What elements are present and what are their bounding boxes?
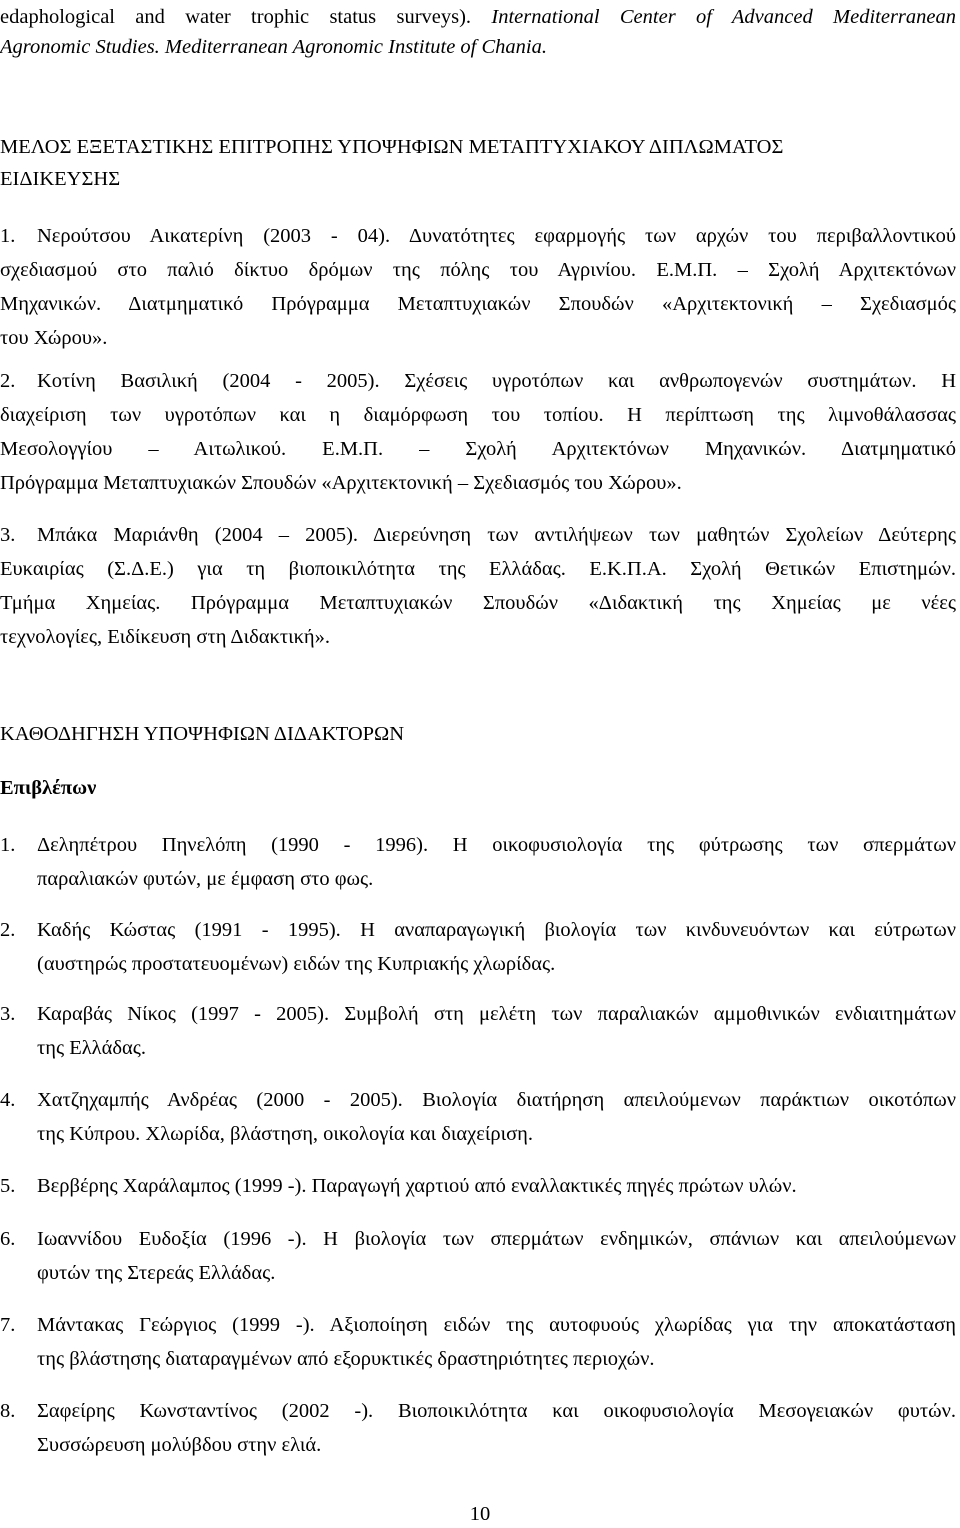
reference-continuation xyxy=(0,0,956,34)
list-item-number: 4. xyxy=(0,1089,16,1111)
list-item-text: σχεδιασμού στο παλιό δίκτυο δρόμων της πόλης του Αγρινίου. Ε.Μ.Π. – Σχολή Αρχιτεκτόνων xyxy=(0,259,956,281)
list-item-text: Νερούτσου Αικατερίνη (2003 - 04). Δυνατότητες εφαρμογής των αρχών του περιβαλλοντικού xyxy=(37,225,956,247)
list-item-text: Μπάκα Μαριάνθη (2004 – 2005). Διερεύνηση των αντιλήψεων των μαθητών Σχολείων Δεύτερης xyxy=(37,524,956,546)
list-item xyxy=(0,518,956,654)
list-item-text: Καραβάς Νίκος (1997 - 2005). Συμβολή στη μελέτη των παραλιακών αμμοθινικών ενδιαιτημάτων xyxy=(37,1003,956,1025)
list-item-text: της Ελλάδας. xyxy=(37,1037,146,1059)
list-item-text: Χατζηχαμπής Ανδρέας (2000 - 2005). Βιολογία διατήρηση απειλούμενων παράκτιων οικοτόπων xyxy=(37,1089,956,1111)
list-item-text: Μάντακας Γεώργιος (1999 -). Αξιοποίηση ειδών της αυτοφυούς χλωρίδας για την αποκατάσταση xyxy=(37,1314,956,1336)
list-item-number: 2. xyxy=(0,919,16,941)
list-item-text: του Χώρου». xyxy=(0,327,108,349)
list-item-text: τεχνολογίες, Ειδίκευση στη Διδακτική». xyxy=(0,626,331,648)
list-item-text: παραλιακών φυτών, με έμφαση στο φως. xyxy=(37,868,374,890)
list-item xyxy=(0,913,956,981)
list-item-text: Πρόγραμμα Μεταπτυχιακών Σπουδών «Αρχιτεκτονική – Σχεδιασμός του Χώρου». xyxy=(0,472,682,494)
list-item-number: 2. xyxy=(0,370,16,392)
list-item-text: φυτών της Στερεάς Ελλάδας. xyxy=(37,1262,276,1284)
list-item-text: Καδής Κώστας (1991 - 1995). Η αναπαραγωγική βιολογία των κινδυνευόντων και εύτρωτων xyxy=(37,919,956,941)
list-item-text: Κοτίνη Βασιλική (2004 - 2005). Σχέσεις υγροτόπων και ανθρωπογενών συστημάτων. Η xyxy=(37,370,956,392)
reference-continuation-line2 xyxy=(0,30,956,64)
list-item-text: Δεληπέτρου Πηνελόπη (1990 - 1996). Η οικοφυσιολογία της φύτρωσης των σπερμάτων xyxy=(37,834,956,856)
section-subheading-supervisor: Επιβλέπων xyxy=(0,777,97,799)
list-item-number: 3. xyxy=(0,524,16,546)
section-heading-phd-supervision: ΚΑΘΟΔΗΓΗΣΗ ΥΠΟΨΗΦΙΩΝ ΔΙΔΑΚΤΟΡΩΝ xyxy=(0,723,405,745)
list-item xyxy=(0,1083,956,1151)
list-item-text: Τμήμα Χημείας. Πρόγραμμα Μεταπτυχιακών Σπουδών «Διδακτική της Χημείας με νέες xyxy=(0,592,956,614)
reference-text: edaphological and water trophic status surveys). xyxy=(0,6,492,28)
list-item-number: 1. xyxy=(0,834,16,856)
list-item-text: Ιωαννίδου Ευδοξία (1996 -). Η βιολογία των σπερμάτων ενδημικών, σπάνιων και απειλούμενων xyxy=(37,1228,956,1250)
list-item xyxy=(0,997,956,1065)
list-item-number: 8. xyxy=(0,1400,16,1422)
list-item-text: της Κύπρου. Χλωρίδα, βλάστηση, οικολογία και διαχείριση. xyxy=(37,1123,533,1145)
list-item-number: 7. xyxy=(0,1314,16,1336)
list-item-number: 6. xyxy=(0,1228,16,1250)
list-item xyxy=(0,828,956,896)
section-heading-exam-committee-line2: ΕΙΔΙΚΕΥΣΗΣ xyxy=(0,168,121,190)
list-item-text: της βλάστησης διαταραγμένων από εξορυκτικές δραστηριότητες περιοχών. xyxy=(37,1348,655,1370)
list-item-text: Βερβέρης Χαράλαμπος (1999 -). Παραγωγή χαρτιού από εναλλακτικές πηγές πρώτων υλών. xyxy=(37,1175,797,1197)
list-item-text: Μηχανικών. Διατμηματικό Πρόγραμμα Μεταπτυχιακών Σπουδών «Αρχιτεκτονική – Σχεδιασμός xyxy=(0,293,956,315)
list-item-text: (αυστηρώς προστατευομένων) ειδών της Κυπριακής χλωρίδας. xyxy=(37,953,556,975)
section-heading-exam-committee: ΜΕΛΟΣ ΕΞΕΤΑΣΤΙΚΗΣ ΕΠΙΤΡΟΠΗΣ ΥΠΟΨΗΦΙΩΝ ΜΕΤΑΠΤΥΧΙΑΚΟΥ ΔΙΠΛΩΜΑΤΟΣ xyxy=(0,136,784,158)
list-item xyxy=(0,1169,956,1203)
page-number: 10 xyxy=(469,1503,491,1525)
reference-italic-text: Agronomic Studies. Mediterranean Agronomic Institute of Chania. xyxy=(0,36,547,58)
list-item-text: διαχείριση των υγροτόπων και η διαμόρφωση του τοπίου. Η περίπτωση της λιμνοθάλασσας xyxy=(0,404,956,426)
reference-italic-text: International Center of Advanced Mediterranean xyxy=(491,6,956,28)
list-item-text: Μεσολογγίου – Αιτωλικού. Ε.Μ.Π. – Σχολή Αρχιτεκτόνων Μηχανικών. Διατμηματικό xyxy=(0,438,956,460)
list-item xyxy=(0,1308,956,1376)
list-item xyxy=(0,1394,956,1462)
list-item xyxy=(0,219,956,355)
list-item-text: Συσσώρευση μολύβδου στην ελιά. xyxy=(37,1434,322,1456)
list-item-text: Σαφείρης Κωνσταντίνος (2002 -). Βιοποικιλότητα και οικοφυσιολογία Μεσογειακών φυτών. xyxy=(37,1400,956,1422)
list-item-number: 1. xyxy=(0,225,16,247)
list-item-number: 5. xyxy=(0,1175,16,1197)
list-item-text: Ευκαιρίας (Σ.Δ.Ε.) για τη βιοποικιλότητα της Ελλάδας. Ε.Κ.Π.Α. Σχολή Θετικών Επιστημών. xyxy=(0,558,956,580)
list-item xyxy=(0,364,956,500)
list-item xyxy=(0,1222,956,1290)
list-item-number: 3. xyxy=(0,1003,16,1025)
